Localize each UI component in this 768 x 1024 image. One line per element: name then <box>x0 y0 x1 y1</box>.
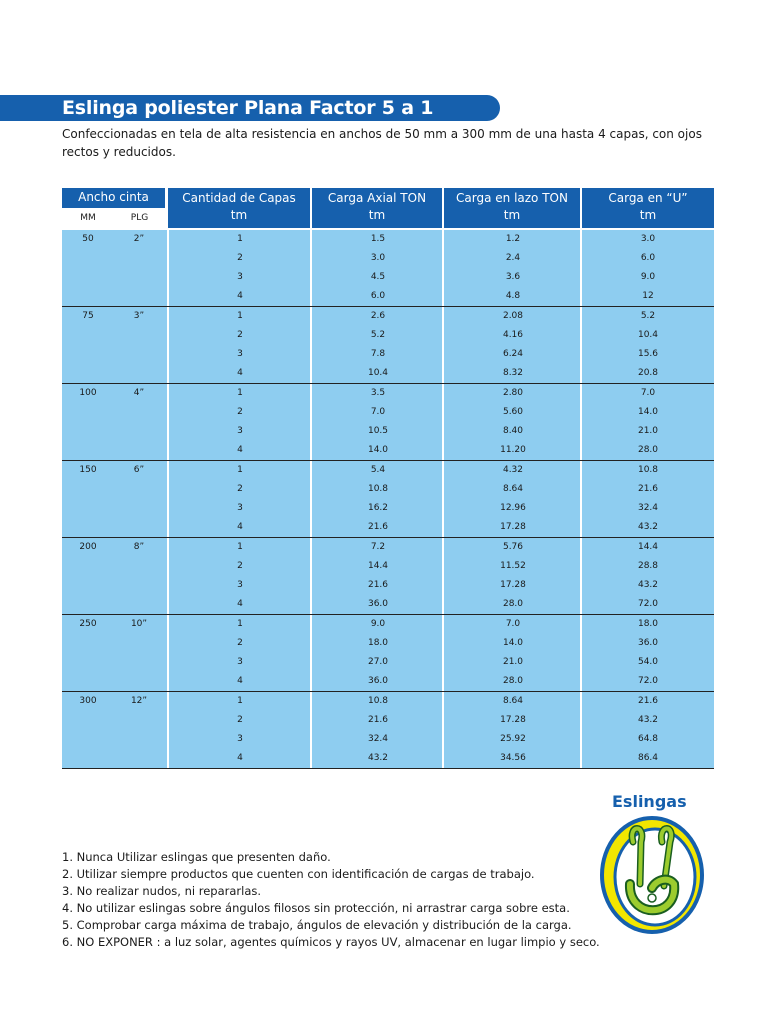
cell-u: 9.0 <box>640 272 656 282</box>
header-axial-line1: Carga Axial TON <box>327 191 427 205</box>
table-group <box>62 538 714 615</box>
cell-lazo: 17.28 <box>500 522 526 532</box>
cell-axial: 14.0 <box>367 445 389 455</box>
cell-u: 10.8 <box>637 465 659 475</box>
rule-item: 5. Comprobar carga máxima de trabajo, ángulos de elevación y distribución de la carga. <box>62 918 572 932</box>
cell-lazo: 4.32 <box>502 465 524 475</box>
header-u-line2: tm <box>639 208 657 222</box>
cell-capas: 2 <box>237 484 243 494</box>
table-row <box>62 692 714 711</box>
cell-u: 12 <box>642 291 654 301</box>
cell-mm: 75 <box>82 311 94 321</box>
cell-u: 21.0 <box>637 426 659 436</box>
cell-capas: 1 <box>237 311 243 321</box>
cell-u: 72.0 <box>637 599 659 609</box>
cell-u: 32.4 <box>637 503 659 513</box>
table-body <box>62 230 714 769</box>
table-group <box>62 230 714 307</box>
cell-capas: 3 <box>237 734 243 744</box>
table-row <box>62 749 714 768</box>
cell-capas: 1 <box>237 696 243 706</box>
cell-lazo: 1.2 <box>505 234 521 244</box>
cell-u: 14.4 <box>637 542 659 552</box>
rule-item: 6. NO EXPONER : a luz solar, agentes químicos y rayos UV, almacenar en lugar limpio y seco. <box>62 935 600 949</box>
cell-u: 43.2 <box>637 715 659 725</box>
cell-u: 6.0 <box>640 253 656 263</box>
cell-axial: 3.5 <box>370 388 386 398</box>
header-cantidad-capas <box>168 188 310 228</box>
header-carga-axial <box>312 188 442 228</box>
cell-capas: 4 <box>237 368 243 378</box>
cell-axial: 10.5 <box>367 426 389 436</box>
cell-axial: 5.2 <box>370 330 386 340</box>
cell-capas: 3 <box>237 426 243 436</box>
cell-u: 86.4 <box>637 753 659 763</box>
cell-capas: 4 <box>237 753 243 763</box>
cell-capas: 1 <box>237 234 243 244</box>
cell-u: 14.0 <box>637 407 659 417</box>
cell-capas: 2 <box>237 715 243 725</box>
header-ancho-cinta <box>62 188 165 208</box>
cell-u: 21.6 <box>637 696 659 706</box>
table-row <box>62 326 714 345</box>
table-row <box>62 672 714 691</box>
load-table <box>62 188 714 769</box>
cell-plg: 10” <box>130 619 148 629</box>
cell-lazo: 4.16 <box>502 330 524 340</box>
table-row <box>62 268 714 287</box>
cell-lazo: 8.64 <box>502 484 524 494</box>
cell-axial: 43.2 <box>367 753 389 763</box>
cell-axial: 6.0 <box>370 291 386 301</box>
rule-item: 3. No realizar nudos, ni repararlas. <box>62 884 262 898</box>
cell-u: 21.6 <box>637 484 659 494</box>
cell-capas: 3 <box>237 349 243 359</box>
rule-item: 1. Nunca Utilizar eslingas que presenten daño. <box>62 850 331 864</box>
table-row <box>62 364 714 383</box>
cell-capas: 4 <box>237 676 243 686</box>
cell-u: 43.2 <box>637 522 659 532</box>
cell-mm: 250 <box>79 619 97 629</box>
table-row <box>62 615 714 634</box>
cell-lazo: 17.28 <box>500 580 526 590</box>
cell-capas: 2 <box>237 330 243 340</box>
cell-u: 3.0 <box>640 234 656 244</box>
cell-lazo: 8.32 <box>502 368 524 378</box>
header-mm: MM <box>62 209 114 228</box>
table-row <box>62 518 714 537</box>
cell-axial: 4.5 <box>370 272 386 282</box>
cell-capas: 1 <box>237 619 243 629</box>
table-group <box>62 461 714 538</box>
table-row <box>62 557 714 576</box>
cell-lazo: 21.0 <box>502 657 524 667</box>
table-row <box>62 230 714 249</box>
table-group <box>62 307 714 384</box>
cell-u: 36.0 <box>637 638 659 648</box>
cell-u: 72.0 <box>637 676 659 686</box>
cell-lazo: 5.76 <box>502 542 524 552</box>
cell-capas: 2 <box>237 407 243 417</box>
header-plg: PLG <box>114 209 165 228</box>
cell-lazo: 4.8 <box>505 291 521 301</box>
cell-axial: 7.0 <box>370 407 386 417</box>
cell-axial: 10.8 <box>367 484 389 494</box>
rule-item: 2. Utilizar siempre productos que cuenten con identificación de cargas de trabajo. <box>62 867 535 881</box>
cell-lazo: 14.0 <box>502 638 524 648</box>
cell-lazo: 25.92 <box>500 734 526 744</box>
cell-capas: 2 <box>237 561 243 571</box>
table-row <box>62 307 714 326</box>
cell-plg: 6” <box>133 465 145 475</box>
cell-axial: 3.0 <box>370 253 386 263</box>
cell-axial: 21.6 <box>367 580 389 590</box>
table-row <box>62 441 714 460</box>
cell-capas: 4 <box>237 445 243 455</box>
cell-u: 64.8 <box>637 734 659 744</box>
cell-u: 18.0 <box>637 619 659 629</box>
cell-plg: 2” <box>133 234 145 244</box>
cell-u: 20.8 <box>637 368 659 378</box>
table-row <box>62 249 714 268</box>
cell-lazo: 11.20 <box>500 445 526 455</box>
table-row <box>62 403 714 422</box>
table-row <box>62 384 714 403</box>
cell-axial: 1.5 <box>370 234 386 244</box>
cell-plg: 12” <box>130 696 148 706</box>
cell-lazo: 2.80 <box>502 388 524 398</box>
cell-u: 10.4 <box>637 330 659 340</box>
header-carga-u <box>582 188 714 228</box>
cell-axial: 9.0 <box>370 619 386 629</box>
table-row <box>62 538 714 557</box>
cell-u: 5.2 <box>640 311 656 321</box>
cell-plg: 4” <box>133 388 145 398</box>
cell-lazo: 34.56 <box>500 753 526 763</box>
cell-axial: 2.6 <box>370 311 386 321</box>
intro-paragraph: Confeccionadas en tela de alta resistencia en anchos de 50 mm a 300 mm de una hasta 4 capas, con ojos rectos y reducidos. <box>62 127 702 159</box>
cell-axial: 10.8 <box>367 696 389 706</box>
cell-lazo: 3.6 <box>505 272 521 282</box>
table-group <box>62 384 714 461</box>
table-group <box>62 615 714 692</box>
table-row <box>62 461 714 480</box>
table-row <box>62 480 714 499</box>
cell-u: 54.0 <box>637 657 659 667</box>
cell-u: 28.0 <box>637 445 659 455</box>
title-bar <box>0 95 500 121</box>
cell-plg: 8” <box>133 542 145 552</box>
table-row <box>62 711 714 730</box>
cell-capas: 1 <box>237 542 243 552</box>
cell-capas: 2 <box>237 638 243 648</box>
table-group <box>62 692 714 769</box>
cell-lazo: 2.08 <box>502 311 524 321</box>
table-row <box>62 345 714 364</box>
cell-lazo: 5.60 <box>502 407 524 417</box>
header-lazo-line2: tm <box>503 208 521 222</box>
cell-plg: 3” <box>133 311 145 321</box>
cell-capas: 1 <box>237 388 243 398</box>
table-row <box>62 595 714 614</box>
cell-u: 43.2 <box>637 580 659 590</box>
table-row <box>62 499 714 518</box>
cell-capas: 4 <box>237 291 243 301</box>
sling-logo-icon <box>598 814 706 936</box>
cell-capas: 3 <box>237 272 243 282</box>
cell-axial: 32.4 <box>367 734 389 744</box>
cell-capas: 3 <box>237 657 243 667</box>
cell-lazo: 12.96 <box>500 503 526 513</box>
table-row <box>62 634 714 653</box>
cell-u: 28.8 <box>637 561 659 571</box>
header-capas-line1: Cantidad de Capas <box>182 191 296 205</box>
cell-axial: 16.2 <box>367 503 389 513</box>
cell-lazo: 11.52 <box>500 561 526 571</box>
cell-mm: 50 <box>82 234 94 244</box>
cell-lazo: 2.4 <box>505 253 521 263</box>
cell-u: 7.0 <box>640 388 656 398</box>
cell-axial: 21.6 <box>367 522 389 532</box>
cell-axial: 36.0 <box>367 676 389 686</box>
cell-mm: 200 <box>79 542 97 552</box>
cell-capas: 3 <box>237 503 243 513</box>
header-lazo-line1: Carga en lazo TON <box>456 191 568 205</box>
table-row <box>62 730 714 749</box>
cell-mm: 150 <box>79 465 97 475</box>
cell-axial: 21.6 <box>367 715 389 725</box>
table-row <box>62 653 714 672</box>
table-row <box>62 422 714 441</box>
rule-item: 4. No utilizar eslingas sobre ángulos filosos sin protección, ni arrastrar carga sobre esta. <box>62 901 570 915</box>
table-header <box>62 188 714 230</box>
cell-lazo: 6.24 <box>502 349 524 359</box>
cell-axial: 7.8 <box>370 349 386 359</box>
cell-axial: 27.0 <box>367 657 389 667</box>
cell-u: 15.6 <box>637 349 659 359</box>
page-title: Eslinga poliester Plana Factor 5 a 1 <box>62 97 434 119</box>
cell-lazo: 28.0 <box>502 676 524 686</box>
cell-axial: 10.4 <box>367 368 389 378</box>
cell-axial: 18.0 <box>367 638 389 648</box>
cell-capas: 4 <box>237 522 243 532</box>
cell-mm: 300 <box>79 696 97 706</box>
safety-rules <box>62 849 602 951</box>
cell-axial: 7.2 <box>370 542 386 552</box>
header-ancho-label: Ancho cinta <box>78 190 149 204</box>
cell-axial: 5.4 <box>370 465 386 475</box>
cell-lazo: 7.0 <box>505 619 521 629</box>
table-row <box>62 287 714 306</box>
cell-capas: 2 <box>237 253 243 263</box>
header-carga-lazo <box>444 188 580 228</box>
cell-lazo: 28.0 <box>502 599 524 609</box>
cell-capas: 3 <box>237 580 243 590</box>
header-capas-line2: tm <box>230 208 248 222</box>
cell-mm: 100 <box>79 388 97 398</box>
cell-axial: 14.4 <box>367 561 389 571</box>
header-u-line1: Carga en “U” <box>608 191 688 205</box>
header-axial-line2: tm <box>368 208 386 222</box>
cell-capas: 1 <box>237 465 243 475</box>
cell-lazo: 8.64 <box>502 696 524 706</box>
cell-lazo: 8.40 <box>502 426 524 436</box>
logo-title: Eslingas <box>612 792 687 811</box>
cell-capas: 4 <box>237 599 243 609</box>
table-row <box>62 576 714 595</box>
cell-lazo: 17.28 <box>500 715 526 725</box>
cell-axial: 36.0 <box>367 599 389 609</box>
